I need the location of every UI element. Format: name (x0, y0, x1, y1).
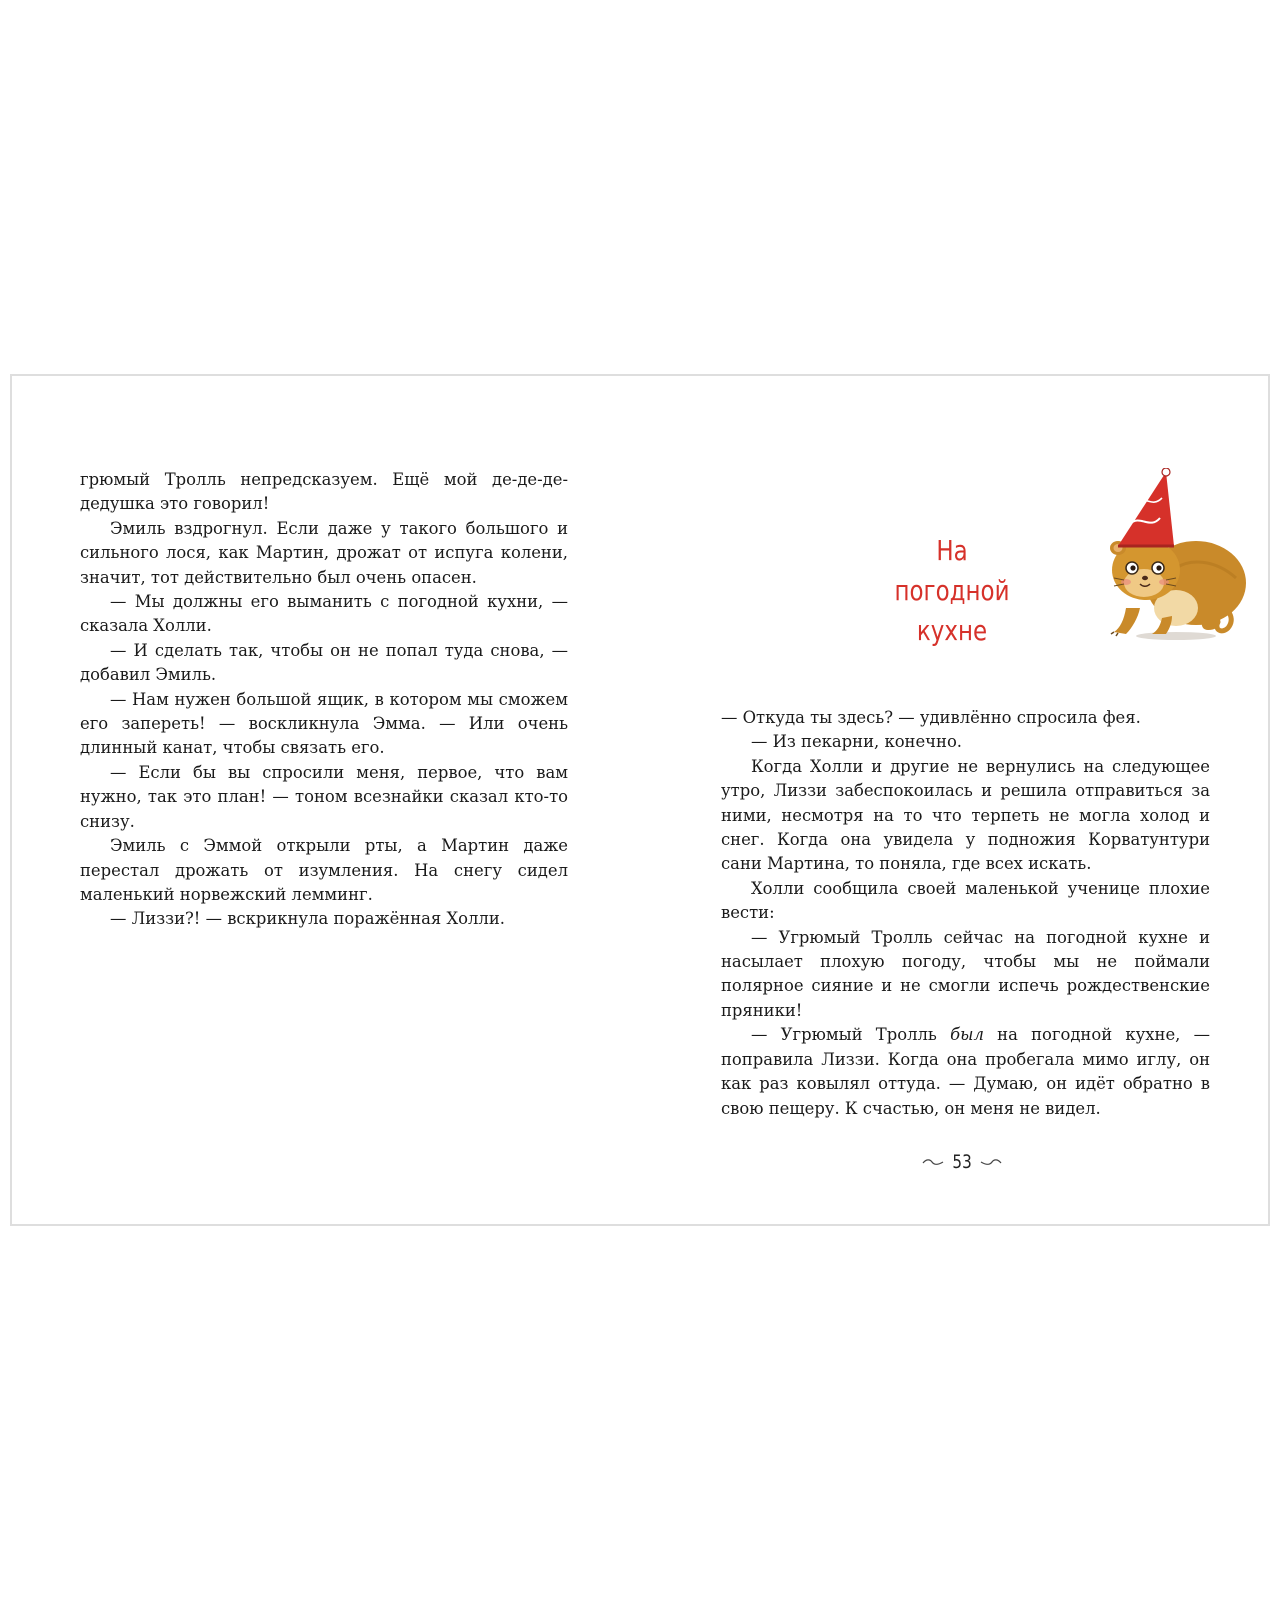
paragraph: — Если бы вы спросили меня, первое, что вам нужно, так это план! — тоном всезнайки сказал кто-то снизу. (80, 762, 568, 831)
paragraph: — Нам нужен большой ящик, в котором мы сможем его запереть! — воскликнула Эмма. — Или очень длинный канат, чтобы связать его. (80, 689, 568, 758)
paragraph: Эмиль вздрогнул. Если даже у такого большого и сильного лося, как Мартин, дрожат от испуга колени, значит, тот действительно был очень опасен. (80, 518, 568, 587)
right-page-text (721, 706, 1210, 1121)
chapter-title-line-1: На погодной (894, 534, 1010, 607)
paragraph: — Откуда ты здесь? — удивлённо спросила фея. (721, 708, 1141, 727)
paragraph: Холли сообщила своей маленькой ученице плохие вести: (721, 878, 1210, 923)
paragraph: — Мы должны его выманить с погодной кухни, — сказала Холли. (80, 592, 568, 636)
page-number (917, 1147, 1007, 1177)
book-spread (10, 374, 1270, 1226)
text-run: на погодной кухне, — поправила Лиззи. Когда она пробегала мимо иглу, он как раз ковылял оттуда. — Думаю, он идёт обратно в свою пещеру. К счастью, он меня не видел. (721, 1025, 1210, 1118)
chapter-title-line-2: кухне (916, 614, 988, 647)
lemming-illustration (1096, 468, 1256, 646)
text-run: — Угрюмый Тролль (751, 1025, 951, 1045)
paragraph (721, 1023, 1210, 1121)
italic-word: был (950, 1025, 984, 1045)
paragraph: — И сделать так, чтобы он не попал туда снова, — добавил Эмиль. (80, 640, 568, 685)
chapter-title (878, 531, 1026, 651)
left-swirl-icon (922, 1157, 944, 1167)
paragraph: — Лиззи?! — вскрикнула поражённая Холли. (110, 909, 505, 929)
paragraph: Когда Холли и другие не вернулись на следующее утро, Лиззи забеспокоилась и решила отправиться за ними, несмотря на то что терпеть не могла холод и снег. Когда она увидела у подножия Корватунтури сани Мартина, то поняла, где всех искать. (721, 756, 1210, 874)
paragraph: — Из пекарни, конечно. (751, 732, 963, 752)
paragraph: Эмиль с Эммой открыли рты, а Мартин даже перестал дрожать от изумления. На снегу сидел маленький норвежский лемминг. (80, 836, 568, 904)
page-number-text: 53 (952, 1151, 972, 1173)
paragraph: грюмый Тролль непредсказуем. Ещё мой де-де-де-дедушка это говорил! (80, 470, 568, 514)
right-swirl-icon (980, 1157, 1002, 1167)
paragraph: — Угрюмый Тролль сейчас на погодной кухне и насылает плохую погоду, чтобы мы не поймали полярное сияние и не смогли испечь рождественские пряники! (721, 927, 1210, 1020)
left-page-text (80, 468, 568, 932)
